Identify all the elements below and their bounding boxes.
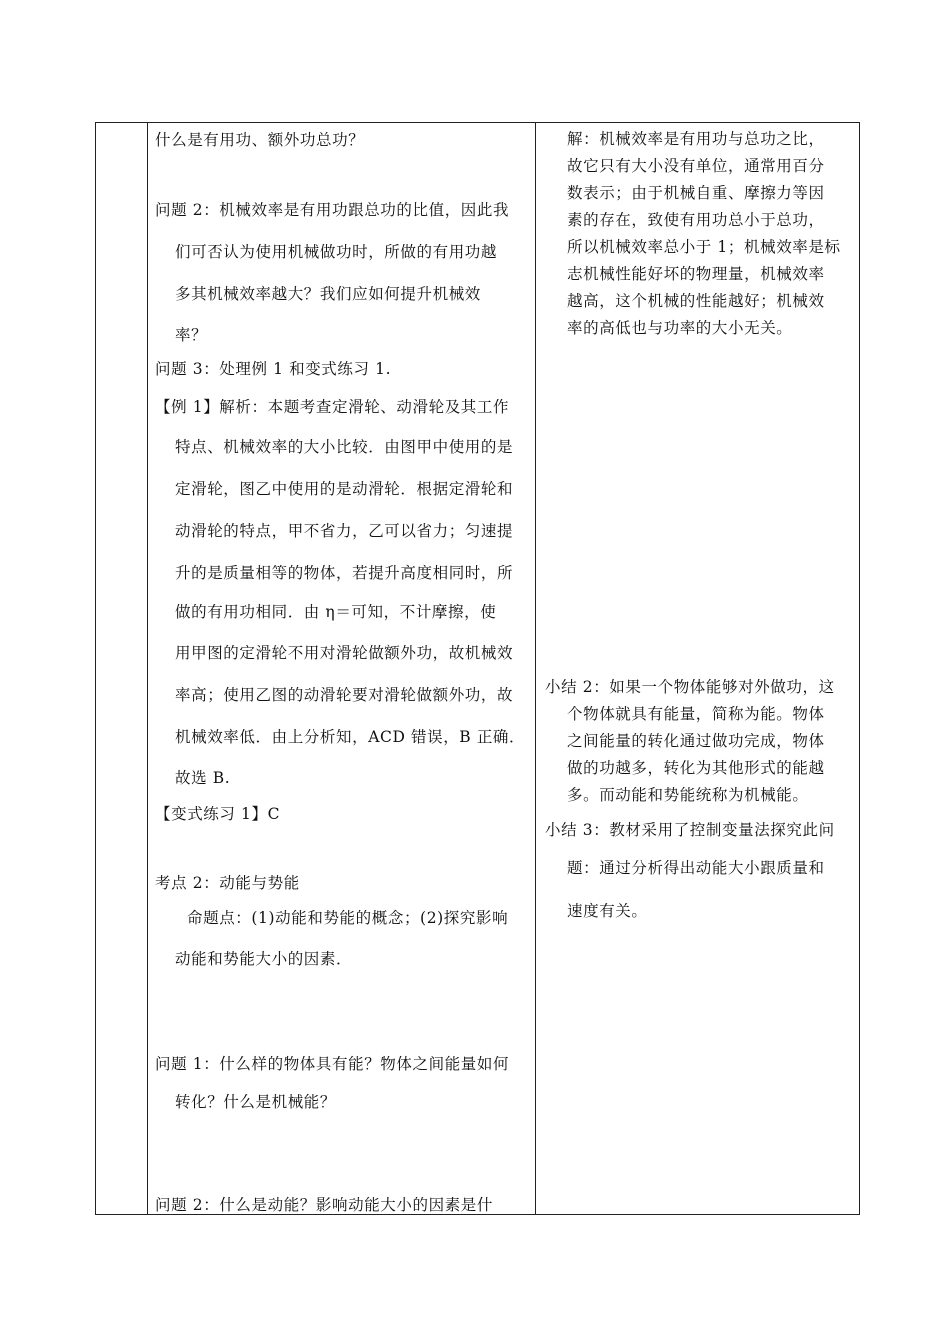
- text-line: 问题 1：什么样的物体具有能？物体之间能量如何: [155, 1055, 510, 1073]
- text-line: 升的是质量相等的物体，若提升高度相同时，所: [175, 564, 514, 582]
- text-line: 动能和势能大小的因素．: [175, 950, 353, 968]
- text-line: 转化？什么是机械能？: [175, 1093, 337, 1111]
- lesson-table: [95, 122, 860, 1215]
- text-line: 个物体就具有能量，简称为能。物体: [567, 705, 825, 723]
- text-line: 【变式练习 1】C: [155, 805, 281, 823]
- section-heading: 考点 2：动能与势能: [155, 874, 300, 892]
- text-line: 动滑轮的特点，甲不省力，乙可以省力；匀速提: [175, 522, 514, 540]
- text-line: 什么是有用功、额外功总功？: [155, 131, 365, 149]
- text-line: 率？: [175, 326, 208, 344]
- text-line: 之间能量的转化通过做功完成，物体: [567, 732, 825, 750]
- column-divider-right: [535, 123, 536, 1214]
- text-line: 做的功越多，转化为其他形式的能越: [567, 759, 825, 777]
- text-line: 故它只有大小没有单位，通常用百分: [567, 157, 825, 175]
- text-line: 多。而动能和势能统称为机械能。: [567, 786, 809, 804]
- text-line: 志机械性能好坏的物理量，机械效率: [567, 265, 825, 283]
- text-line: 问题 2：什么是动能？影响动能大小的因素是什: [155, 1196, 493, 1214]
- middle-column: [147, 123, 535, 1214]
- text-line: 小结 2：如果一个物体能够对外做功，这: [545, 678, 835, 696]
- text-line: 素的存在，致使有用功总小于总功，: [567, 211, 825, 229]
- text-line: 速度有关。: [567, 902, 648, 920]
- text-line: 特点、机械效率的大小比较．由图甲中使用的是: [175, 438, 514, 456]
- text-line: 故选 B.: [175, 769, 231, 787]
- text-line: 率高；使用乙图的动滑轮要对滑轮做额外功，故: [175, 686, 514, 704]
- right-column: [537, 123, 859, 1214]
- text-line: 题：通过分析得出动能大小跟质量和: [567, 859, 825, 877]
- text-line: 小结 3：教材采用了控制变量法探究此问: [545, 821, 835, 839]
- text-line: 多其机械效率越大？我们应如何提升机械效: [175, 285, 481, 303]
- text-line: 所以机械效率总小于 1；机械效率是标: [567, 238, 841, 256]
- text-line: 数表示；由于机械自重、摩擦力等因: [567, 184, 825, 202]
- text-line: 率的高低也与功率的大小无关。: [567, 319, 793, 337]
- text-line: 们可否认为使用机械做功时，所做的有用功越: [175, 243, 498, 261]
- text-line: 用甲图的定滑轮不用对滑轮做额外功，故机械效: [175, 644, 514, 662]
- text-line: 命题点：(1)动能和势能的概念；(2)探究影响: [187, 909, 509, 927]
- text-line: 机械效率低．由上分析知，ACD 错误，B 正确．: [175, 728, 526, 746]
- text-line: 【例 1】解析：本题考查定滑轮、动滑轮及其工作: [155, 398, 510, 416]
- text-line: 问题 2：机械效率是有用功跟总功的比值，因此我: [155, 201, 510, 219]
- text-line: 问题 3：处理例 1 和变式练习 1.: [155, 360, 392, 378]
- text-line: 做的有用功相同．由 η＝可知，不计摩擦，使: [175, 603, 497, 621]
- text-line: 定滑轮，图乙中使用的是动滑轮．根据定滑轮和: [175, 480, 514, 498]
- text-line: 解：机械效率是有用功与总功之比，: [567, 130, 825, 148]
- text-line: 越高，这个机械的性能越好；机械效: [567, 292, 825, 310]
